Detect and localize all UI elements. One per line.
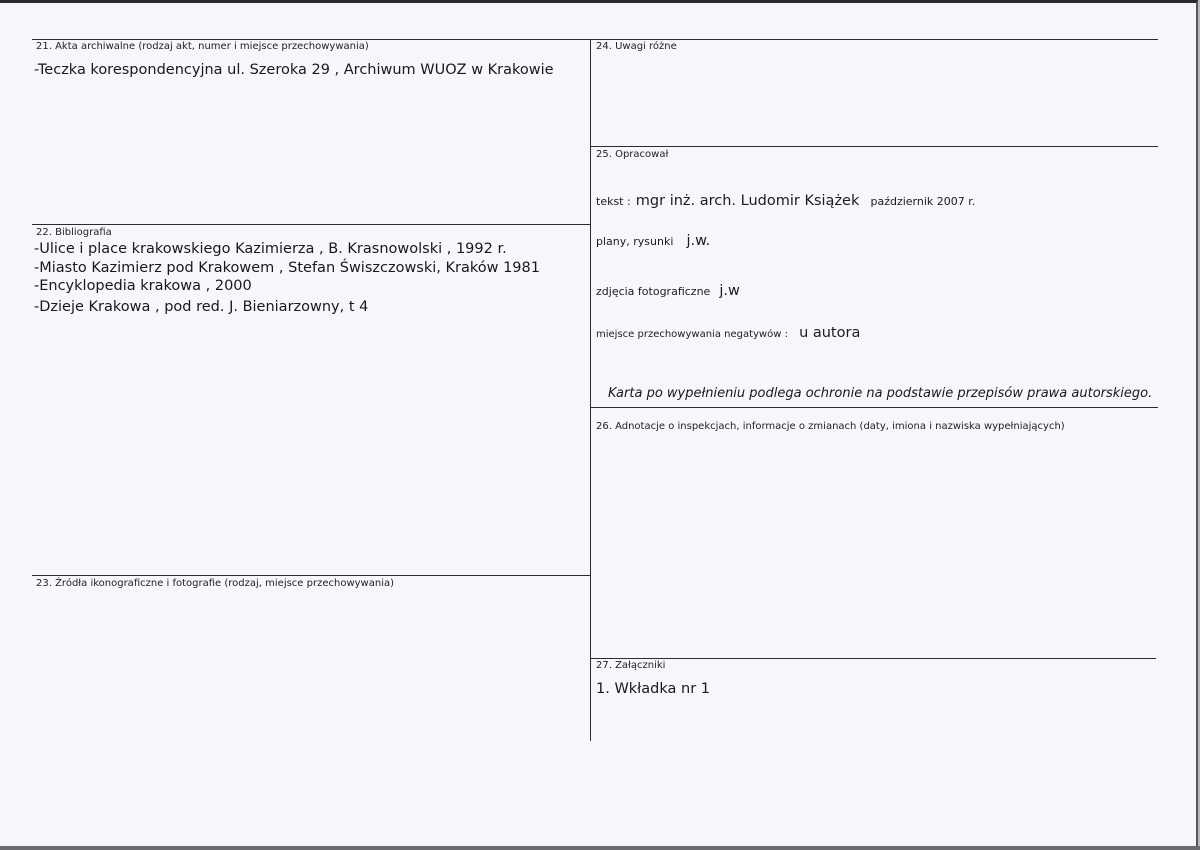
bibliography-entry: -Dzieje Krakowa , pod red. J. Bieniarzowny, t 4 — [34, 299, 369, 315]
drawings-row — [596, 230, 710, 249]
section-26-label: 26. Adnotacje o inspekcjach, informacje o zmianach (daty, imiona i nazwiska wypełniających) — [596, 421, 1065, 432]
section-24-label: 24. Uwagi różne — [596, 41, 677, 52]
bibliography-entry: -Ulice i place krakowskiego Kazimierza , B. Krasnowolski , 1992 r. — [34, 241, 507, 257]
photos-row — [596, 280, 740, 299]
photos-label: zdjęcia fotograficzne — [596, 285, 711, 298]
divider-top — [32, 39, 1158, 40]
text-author-value: mgr inż. arch. Ludomir Książek — [635, 193, 860, 209]
divider-25-26 — [590, 407, 1158, 408]
attachment-entry: 1. Wkładka nr 1 — [596, 681, 711, 697]
negatives-row — [596, 322, 860, 341]
bibliography-entry: -Miasto Kazimierz pod Krakowem , Stefan Świszczowski, Kraków 1981 — [34, 260, 540, 276]
section-21-label: 21. Akta archiwalne (rodzaj akt, numer i miejsce przechowywania) — [36, 41, 369, 52]
drawings-value: j.w. — [686, 233, 711, 249]
section-25-label: 25. Opracował — [596, 149, 669, 160]
negatives-label: miejsce przechowywania negatywów : — [596, 329, 788, 340]
negatives-value: u autora — [799, 325, 861, 341]
divider-26-27 — [590, 658, 1156, 659]
section-23-label: 23. Źródła ikonograficzne i fotografie (rodzaj, miejsce przechowywania) — [36, 578, 395, 589]
archival-record-entry: -Teczka korespondencyjna ul. Szeroka 29 , Archiwum WUOZ w Krakowie — [34, 62, 554, 78]
section-22-label: 22. Bibliografia — [36, 227, 112, 238]
divider-24-25 — [590, 146, 1158, 147]
divider-22-23 — [32, 575, 590, 576]
photos-value: j.w — [719, 283, 740, 299]
text-author-date: październik 2007 r. — [870, 195, 976, 208]
text-author-label: tekst : — [596, 195, 631, 208]
divider-center — [590, 39, 591, 741]
divider-21-22 — [32, 224, 590, 225]
copyright-notice: Karta po wypełnieniu podlega ochronie na podstawie przepisów prawa autorskiego. — [608, 386, 1153, 401]
section-27-label: 27. Załączniki — [596, 660, 666, 671]
bibliography-entry: -Encyklopedia krakowa , 2000 — [34, 278, 252, 294]
scan-bottom-edge — [0, 846, 1200, 850]
drawings-label: plany, rysunki — [596, 235, 674, 248]
text-author-row — [596, 190, 975, 209]
